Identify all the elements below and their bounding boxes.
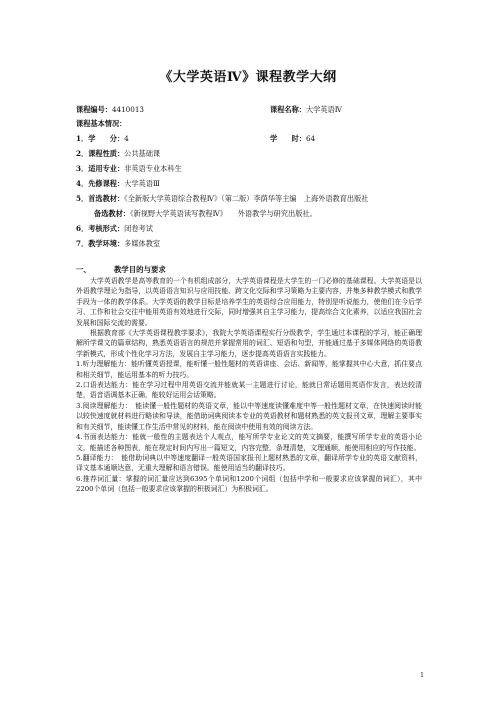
course-code [76,104,144,115]
major-label: 3．适用专业： [76,164,125,173]
page-title: 《大学英语Ⅳ》课程教学大纲 [159,70,337,85]
paragraph: 2.口语表达能力：能在学习过程中用英语交流并能就某一主题进行讨论，能就日常话题用英语作发言，表达较清楚，语音语调基本正确，能较好运用会话策略。 [76,381,422,400]
environment-value: 多媒体教室 [124,239,161,248]
course-name-label: 课程名称： [270,105,306,114]
paragraph: 1.听力理解能力：能听懂英语授课，能听懂一般性题材的英语讲座、会话、新闻等，能掌握其中心大意，抓住要点和相关细节，能运用基本的听力技巧。 [76,360,422,379]
exam-value: 闭卷考试 [124,224,153,233]
major-value: 非英语专业本科生 [124,164,182,173]
paragraph: 大学英语教学是高等教育的一个有机组成部分，大学英语课程是大学生的一门必修的基础课程。大学英语是以外语教学理论为指导，以英语语言知识与应用技能、跨文化交际和学习策略为主要内容，并集多种教学模式和教学手段为一体的教学体系。大学英语的教学目标是培养学生的英语综合应用能力，特别是听说能力，使他们在今后学习、工作和社会交往中能用英语有效地进行交际，同时增强其自主学习能力，提高综合文化素养，以适应我国社会发展和国际交流的需要。 [76,277,422,327]
alt-textbook-value: 《新视野大学英语读写教程Ⅳ》 外语教学与研究出版社。 [129,209,317,218]
hours-row [270,133,315,144]
section-heading [76,264,166,275]
course-code-value: 4410013 [111,105,144,114]
major-row [76,163,182,174]
hours-label: 学 时： [270,134,306,143]
exam-row [76,223,153,234]
hours-value: 64 [305,134,316,143]
environment-label: 7．教学环境： [76,239,125,248]
prereq-value: 大学英语Ⅲ [124,179,160,188]
nature-value: 公共基础课 [124,149,161,158]
prereq-row [76,178,160,189]
paragraph: 6.推荐词汇量：掌握的词汇量应达到6395个单词和1200个词组（包括中学和一般要求应该掌握的词汇），其中2200个单词（包括一般要求应该掌握的积极词汇）为积极词汇。 [76,474,422,494]
credit-row [76,133,129,144]
course-name-value: 大学英语Ⅳ [305,105,342,114]
textbook-label: 5．首选教材： [76,194,125,203]
body-text [76,276,422,495]
nature-row [76,148,160,159]
credit-label: 1．学 分： [76,134,125,143]
section-title: 教学目的与要求 [114,265,166,274]
prereq-label: 4．先修课程： [76,179,125,188]
alt-textbook-row [94,208,317,219]
credit-value: 4 [124,134,129,143]
textbook-value: 《全新版大学英语综合教程Ⅳ》（第二版）李荫华等主编 上海外语教育出版社 [124,194,369,203]
alt-textbook-label: 备选教材： [94,209,130,218]
course-name [270,104,342,115]
nature-label: 2．课程性质： [76,149,125,158]
section-number: 一、 [76,265,91,274]
environment-row [76,238,160,249]
paragraph: 5.翻译能力： 能借助词典以中等速度翻译一般英语国家报刊上题材熟悉的文章，翻译所学专业的英语文献资料，译文基本通顺达意，无重大理解和语言错误。能使用适当的翻译技巧。 [76,453,422,473]
course-code-label: 课程编号： [76,105,112,114]
exam-label: 6．考核形式： [76,224,125,233]
paragraph: 根据教育部《大学英语课程教学要求》，我院大学英语课程实行分级教学，学生通过本课程的学习，能正确理解所学课文的篇章结构，熟悉英语语言的规范并掌握常用的词汇、短语和句型，并能通过基于多媒体网络的英语教学新模式，形成个性化学习方法，发展自主学习能力，逐步提高英语语言实践能力。 [76,329,422,358]
paragraph: 4.书面表达能力：能就一般性的主题表达个人观点，能写所学专业论文的英文摘要，能撰写所学专业的英语小论文，能描述各种图表，能在规定时间内写出一篇短文，内容完整，条理清楚，文理通顺，能使用相应的写作技能。 [76,433,422,452]
paragraph: 3.阅读理解能力： 能读懂一般性题材的英语文章，能以中等速度读懂难度中等一般性题材文章，在快速阅读时能以较快速度就材料进行略读和导读，能借助词典阅读本专业的英语教材和题材熟悉的英文报刊文章，理解主要事实和有关细节，能读懂工作生活中常见的材料，能在阅读中使用有效的阅读方法。 [76,401,422,431]
textbook-row [76,193,369,204]
basic-info-heading: 课程基本情况： [76,119,127,128]
page-number: 1 [420,672,424,679]
